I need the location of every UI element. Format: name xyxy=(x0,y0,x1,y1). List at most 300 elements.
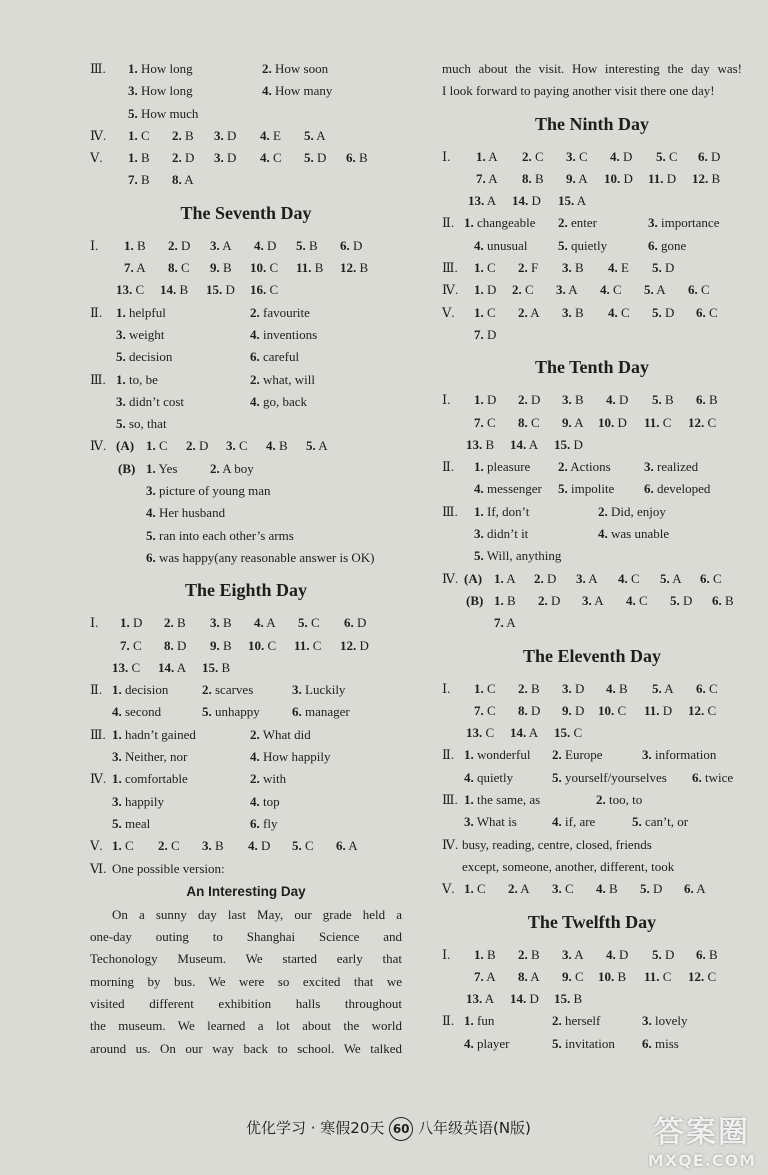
answer-text: A xyxy=(661,680,674,696)
answer-number: 12. xyxy=(688,414,705,430)
answer-text: B xyxy=(721,592,734,608)
answer-item xyxy=(464,212,535,234)
answer-item xyxy=(466,434,494,456)
answer-number: 2. xyxy=(250,304,260,320)
answer-number: 5. xyxy=(298,615,308,631)
answer-row xyxy=(90,369,402,391)
answer-row xyxy=(90,480,402,502)
answer-row xyxy=(90,746,402,768)
answer-number: 2. xyxy=(518,946,528,962)
answer-text: C xyxy=(155,438,168,454)
answer-text: D xyxy=(527,392,541,408)
answer-text: C xyxy=(527,414,540,430)
answer-text: D xyxy=(571,702,585,718)
answer-number: 3. xyxy=(576,570,586,586)
answer-number: 2. xyxy=(250,726,260,742)
answer-row xyxy=(442,856,742,878)
answer-number: 12. xyxy=(340,637,357,653)
answer-item xyxy=(474,279,496,301)
answer-item xyxy=(510,722,538,744)
answer-number: 1. xyxy=(474,260,484,276)
answer-text: unusual xyxy=(483,237,528,253)
section-numeral: Ⅲ. xyxy=(90,726,106,742)
answer-number: 1. xyxy=(494,570,504,586)
answer-row xyxy=(90,279,402,301)
answer-number: 5. xyxy=(652,392,662,408)
answer-text: C xyxy=(483,702,496,718)
answer-number: 5. xyxy=(652,946,662,962)
answer-text: C xyxy=(704,414,717,430)
answer-number: 6. xyxy=(346,150,356,166)
answer-item xyxy=(552,811,595,833)
answer-number: 5. xyxy=(656,148,666,164)
answer-row xyxy=(442,212,742,234)
answer-row xyxy=(90,502,402,524)
answer-number: 3. xyxy=(562,392,572,408)
answer-number: 3. xyxy=(116,326,126,342)
answer-text: B xyxy=(615,680,628,696)
answer-number: 3. xyxy=(146,483,156,499)
answer-text: D xyxy=(527,702,541,718)
answer-number: 6. xyxy=(700,570,710,586)
answer-item xyxy=(294,635,321,657)
answer-number: 1. xyxy=(494,592,504,608)
answer-number: 15. xyxy=(206,282,223,298)
answer-item xyxy=(296,235,318,257)
answer-item xyxy=(202,835,224,857)
answer-number: 6. xyxy=(644,481,654,497)
answer-text: decision xyxy=(121,682,169,698)
answer-text: A xyxy=(345,838,358,854)
answer-text: Will, anything xyxy=(483,548,562,564)
answer-item xyxy=(168,257,190,279)
answer-row xyxy=(90,657,402,679)
answer-row xyxy=(442,988,742,1010)
answer-number: 2. xyxy=(534,570,544,586)
answer-row xyxy=(90,147,402,169)
section-numeral: Ⅲ. xyxy=(442,792,458,808)
section-numeral: Ⅰ. xyxy=(442,148,451,164)
answer-text: too, to xyxy=(605,792,643,808)
answer-number: 2. xyxy=(558,215,568,231)
answer-item xyxy=(202,657,230,679)
answer-number: 2. xyxy=(164,615,174,631)
answer-item xyxy=(344,612,366,634)
answer-text: C xyxy=(137,127,150,143)
answer-item xyxy=(562,389,584,411)
answer-number: 7. xyxy=(474,702,484,718)
answer-item xyxy=(336,835,358,857)
answer-text: How long xyxy=(137,83,193,99)
answer-number: 1. xyxy=(128,127,138,143)
answer-row xyxy=(442,568,742,590)
answer-text: Neither, nor xyxy=(121,749,188,765)
answer-row xyxy=(442,434,742,456)
answer-text: D xyxy=(614,414,627,430)
right-column xyxy=(442,58,742,1055)
answer-row xyxy=(442,767,742,789)
answer-item xyxy=(202,701,260,723)
answer-item xyxy=(598,700,626,722)
answer-item xyxy=(604,168,633,190)
answer-text: C xyxy=(521,282,534,298)
answer-number: 6. xyxy=(292,704,302,720)
answer-text: D xyxy=(483,392,497,408)
answer-number: 6. xyxy=(340,237,350,253)
answer-item xyxy=(696,389,718,411)
answer-number: 1. xyxy=(112,682,122,698)
answer-text: the same, as xyxy=(473,792,541,808)
answer-row xyxy=(442,789,742,811)
answer-text: A xyxy=(133,260,146,276)
answer-text: F xyxy=(527,260,539,276)
answer-item xyxy=(598,966,626,988)
answer-text: B xyxy=(219,615,232,631)
answer-number: 6. xyxy=(698,148,708,164)
answer-item xyxy=(112,746,187,768)
answer-number: (A) xyxy=(464,570,483,586)
paragraph-line: visited different exhibition halls throughout xyxy=(90,995,402,1011)
answer-number: 9. xyxy=(210,260,220,276)
paragraph-line: one-day outing to Shanghai Science and xyxy=(90,929,402,945)
answer-number: 3. xyxy=(210,237,220,253)
answer-row xyxy=(442,257,742,279)
answer-number: 5. xyxy=(660,570,670,586)
section-numeral: Ⅱ. xyxy=(442,747,455,763)
answer-row xyxy=(90,435,402,457)
answer-number: 5. xyxy=(292,838,302,854)
section-numeral: Ⅲ. xyxy=(90,61,106,76)
answer-text: fly xyxy=(259,815,278,831)
answer-item xyxy=(566,146,588,168)
answer-number: 2. xyxy=(598,503,608,519)
answer-item xyxy=(340,235,362,257)
essay-title: An Interesting Day xyxy=(186,883,306,899)
answer-item xyxy=(558,456,611,478)
answer-item xyxy=(598,501,666,523)
answer-number: 11. xyxy=(648,170,664,186)
answer-text: A xyxy=(591,592,604,608)
answer-text: A xyxy=(484,193,497,209)
answer-item xyxy=(146,525,294,547)
answer-item xyxy=(206,279,235,301)
answer-row xyxy=(442,744,742,766)
answer-text: information xyxy=(651,747,717,763)
answer-text: B xyxy=(218,659,231,675)
answer-text: A xyxy=(574,193,587,209)
answer-number: 15. xyxy=(554,436,571,452)
answer-number: 2. xyxy=(250,371,260,387)
answer-number: 7. xyxy=(474,968,484,984)
answer-text: A xyxy=(517,881,530,897)
answer-number: 1. xyxy=(146,460,156,476)
answer-number: 3. xyxy=(642,1013,652,1029)
answer-text: C xyxy=(627,570,640,586)
paragraph-line: Techonology Museum. We started early that xyxy=(90,951,402,967)
answer-number: 4. xyxy=(610,148,620,164)
answer-item xyxy=(116,413,167,435)
answer-number: 4. xyxy=(606,680,616,696)
answer-text: C xyxy=(575,148,588,164)
footer-grade-subject: 八年级英语(N版) xyxy=(417,1119,531,1137)
answer-item xyxy=(260,125,281,147)
answer-item xyxy=(172,147,194,169)
answer-item xyxy=(120,635,142,657)
answer-number: 5. xyxy=(202,704,212,720)
answer-text: B xyxy=(527,680,540,696)
answer-item xyxy=(250,813,277,835)
answer-item xyxy=(656,146,678,168)
answer-number: 3. xyxy=(556,282,566,298)
answer-number: 4. xyxy=(248,838,258,854)
answer-item xyxy=(250,324,317,346)
answer-item xyxy=(250,791,280,813)
answer-row xyxy=(442,523,742,545)
answer-text: C xyxy=(704,968,717,984)
answer-item xyxy=(254,235,276,257)
answer-item xyxy=(626,590,648,612)
answer-item xyxy=(128,147,150,169)
answer-row xyxy=(442,501,742,523)
answer-item xyxy=(262,58,328,80)
answer-item xyxy=(684,878,706,900)
answer-item xyxy=(522,146,544,168)
answer-number: 4. xyxy=(608,304,618,320)
answer-item xyxy=(652,944,674,966)
answer-item xyxy=(576,568,598,590)
section-numeral: Ⅱ. xyxy=(90,304,103,320)
answer-number: 5. xyxy=(640,881,650,897)
answer-item xyxy=(698,146,720,168)
answer-text: realized xyxy=(653,459,699,475)
answer-item xyxy=(296,257,323,279)
answer-number: 1. xyxy=(146,438,156,454)
answer-text: A xyxy=(503,615,516,631)
answer-text: B xyxy=(176,282,189,298)
answer-text: C xyxy=(561,881,574,897)
answer-item xyxy=(226,435,248,457)
answer-text: inventions xyxy=(259,326,318,342)
answer-number: 11. xyxy=(296,260,312,276)
answer-row xyxy=(442,456,742,478)
answer-item xyxy=(554,988,582,1010)
answer-number: 5. xyxy=(558,237,568,253)
section-numeral: Ⅲ. xyxy=(442,503,458,519)
answer-number: 12. xyxy=(340,260,357,276)
answer-row xyxy=(90,679,402,701)
answer-item xyxy=(474,523,528,545)
answer-text: C xyxy=(704,702,717,718)
answer-row xyxy=(90,302,402,324)
answer-number: 6. xyxy=(648,237,658,253)
answer-text: enter xyxy=(567,215,597,231)
answer-item xyxy=(606,678,628,700)
answer-text: How soon xyxy=(271,61,329,76)
answer-number: 2. xyxy=(202,682,212,698)
answer-row xyxy=(442,678,742,700)
answer-number: 10. xyxy=(598,702,615,718)
answer-text: C xyxy=(482,725,495,741)
answer-item xyxy=(670,590,692,612)
answer-text: Europe xyxy=(561,747,603,763)
answer-row xyxy=(442,944,742,966)
answer-item xyxy=(462,834,652,856)
answer-item xyxy=(128,80,193,102)
answer-number: 14. xyxy=(158,659,175,675)
answer-number: 4. xyxy=(262,83,272,99)
answer-item xyxy=(712,590,734,612)
answer-number: 2. xyxy=(186,438,196,454)
answer-text: didn’t it xyxy=(483,526,529,542)
answer-text: herself xyxy=(561,1013,601,1029)
answer-number: 2. xyxy=(518,260,528,276)
answer-number: 3. xyxy=(644,459,654,475)
answer-number: 5. xyxy=(552,769,562,785)
answer-number: 3. xyxy=(464,814,474,830)
answer-number: 5. xyxy=(128,105,138,121)
answer-item xyxy=(250,746,331,768)
answer-item xyxy=(688,412,716,434)
answer-number: 4. xyxy=(598,526,608,542)
answer-text: decision xyxy=(125,349,173,365)
answer-text: C xyxy=(571,968,584,984)
answer-number: 9. xyxy=(566,170,576,186)
answer-number: 5. xyxy=(146,527,156,543)
answer-number: 2. xyxy=(596,792,606,808)
answer-number: 2. xyxy=(552,747,562,763)
answer-text: B xyxy=(311,260,324,276)
answer-item xyxy=(518,389,540,411)
answer-number: 1. xyxy=(116,371,126,387)
answer-text: C xyxy=(483,304,496,320)
answer-number: 9. xyxy=(562,968,572,984)
essay-paragraph xyxy=(442,58,742,103)
answer-row xyxy=(90,458,402,480)
answer-row xyxy=(442,412,742,434)
answer-text: C xyxy=(473,881,486,897)
answer-number: 5. xyxy=(558,481,568,497)
section-numeral: Ⅰ. xyxy=(90,615,99,631)
answer-text: impolite xyxy=(567,481,615,497)
answer-number: 2. xyxy=(158,838,168,854)
answer-text: C xyxy=(659,414,672,430)
answer-text: B xyxy=(705,392,718,408)
answer-text: if, are xyxy=(561,814,596,830)
answer-item xyxy=(644,279,666,301)
answer-item xyxy=(210,635,232,657)
answer-number: 5. xyxy=(474,548,484,564)
section-numeral: Ⅳ. xyxy=(442,836,459,852)
answer-number: 4. xyxy=(260,127,270,143)
answer-number: 1. xyxy=(476,148,486,164)
answer-number: 2. xyxy=(538,592,548,608)
section-numeral: Ⅴ. xyxy=(442,304,455,320)
answer-number: 4. xyxy=(250,749,260,765)
answer-item xyxy=(554,434,583,456)
answer-row xyxy=(90,835,402,857)
answer-item xyxy=(558,190,586,212)
answer-text: How long xyxy=(137,61,193,76)
answer-number: 1. xyxy=(128,61,138,76)
answer-number: 10. xyxy=(598,414,615,430)
footer-book-title: 优化学习 · 寒假20天 xyxy=(246,1119,385,1137)
answer-text: C xyxy=(609,282,622,298)
answer-item xyxy=(202,679,253,701)
answer-item xyxy=(466,590,483,612)
answer-row xyxy=(90,257,402,279)
answer-text: C xyxy=(635,592,648,608)
answer-number: 1. xyxy=(128,150,138,166)
section-numeral: Ⅲ. xyxy=(442,260,458,276)
answer-item xyxy=(128,169,150,191)
answer-text: D xyxy=(223,150,237,166)
answer-number: 14. xyxy=(510,436,527,452)
answer-number: 4. xyxy=(606,946,616,962)
answer-text: favourite xyxy=(259,304,310,320)
answer-number: 2. xyxy=(210,460,220,476)
section-numeral: Ⅰ. xyxy=(442,946,451,962)
answer-text: meal xyxy=(121,815,151,831)
answer-number: 5. xyxy=(652,680,662,696)
answer-item xyxy=(644,412,671,434)
answer-item xyxy=(642,1033,679,1055)
answer-number: 4. xyxy=(618,570,628,586)
answer-number: 3. xyxy=(292,682,302,698)
answer-number: 16. xyxy=(250,282,267,298)
answer-item xyxy=(562,257,584,279)
answer-text: B xyxy=(482,436,495,452)
section-numeral: Ⅳ. xyxy=(442,282,459,298)
answer-text: C xyxy=(301,838,314,854)
answer-item xyxy=(250,391,307,413)
answer-item xyxy=(250,369,315,391)
answer-item xyxy=(608,257,629,279)
answer-number: 5. xyxy=(670,592,680,608)
answer-number: 6. xyxy=(250,349,260,365)
answer-item xyxy=(476,146,498,168)
essay-paragraph xyxy=(90,904,402,1060)
answer-text: D xyxy=(661,946,675,962)
answer-row xyxy=(442,235,742,257)
answer-text: C xyxy=(665,148,678,164)
answer-item xyxy=(116,279,144,301)
answer-item xyxy=(474,456,530,478)
answer-item xyxy=(464,789,540,811)
answer-text: D xyxy=(257,838,271,854)
answer-text: D xyxy=(353,615,367,631)
answer-item xyxy=(552,744,603,766)
section-numeral: Ⅳ. xyxy=(442,570,459,586)
answer-number: 3. xyxy=(202,838,212,854)
answer-number: 14. xyxy=(510,991,527,1007)
answer-item xyxy=(118,458,135,480)
answer-text: A xyxy=(313,127,326,143)
answer-number: 2. xyxy=(172,127,182,143)
section-numeral: Ⅰ. xyxy=(442,392,451,408)
answer-item xyxy=(172,125,194,147)
answer-item xyxy=(600,279,622,301)
page-number-badge: 60 xyxy=(389,1117,413,1141)
answer-number: 2. xyxy=(250,771,260,787)
answer-number: 4. xyxy=(464,769,474,785)
answer-text: D xyxy=(570,436,583,452)
answer-text: comfortable xyxy=(121,771,188,787)
answer-item xyxy=(116,346,172,368)
section-numeral: Ⅱ. xyxy=(442,1013,455,1029)
watermark-logo: 答案圈 MXQE.COM xyxy=(647,1115,757,1170)
answer-number: 1. xyxy=(464,1013,474,1029)
answer-item xyxy=(474,545,561,567)
